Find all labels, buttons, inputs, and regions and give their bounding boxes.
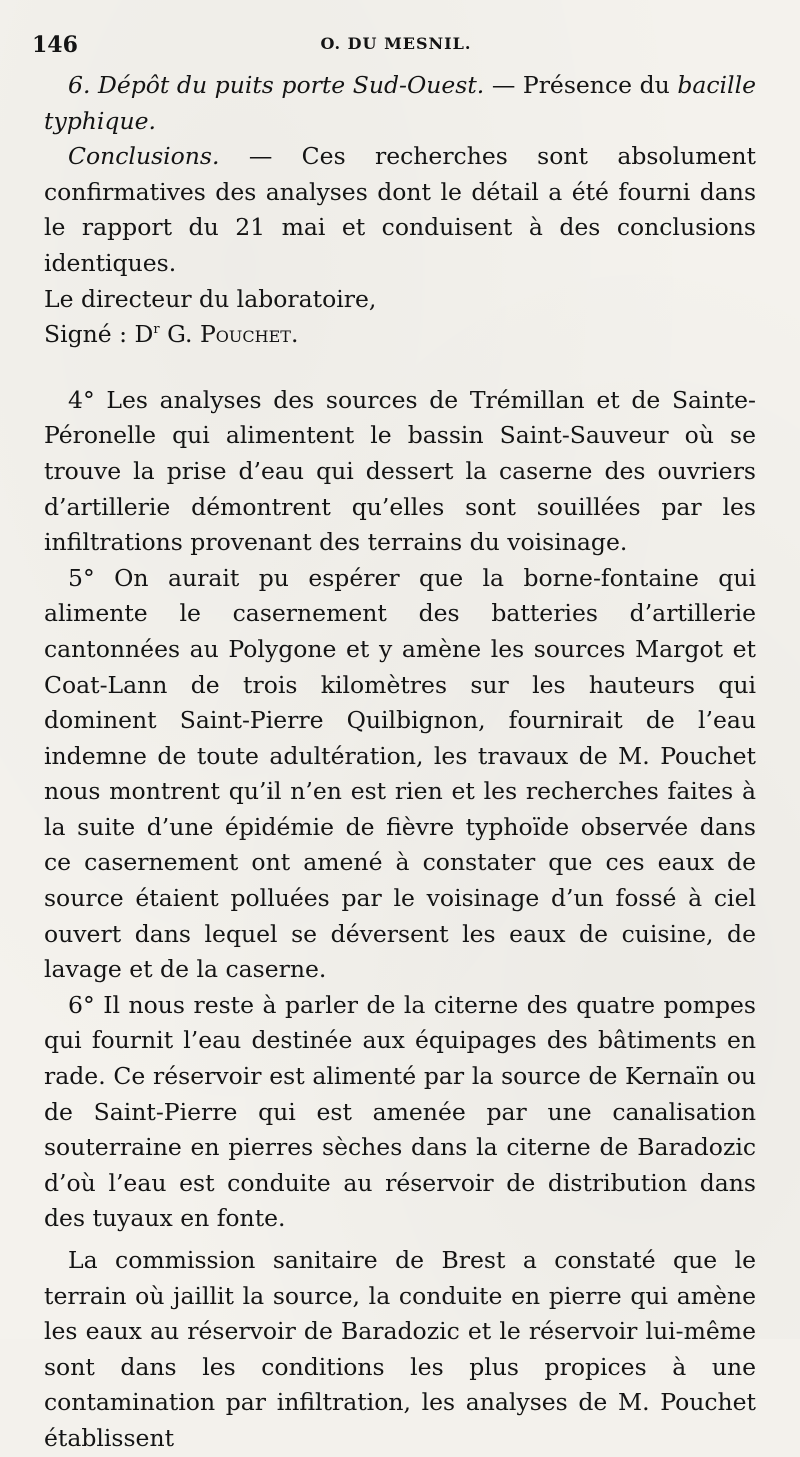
section-6-result: bacille typhique. xyxy=(44,71,756,135)
section-6-item xyxy=(44,68,756,139)
page-number: 146 xyxy=(32,32,78,58)
conclusions-label: Conclusions. xyxy=(68,142,220,171)
signature-signed: Signé : D xyxy=(44,320,154,349)
spacer xyxy=(44,353,756,383)
section-6-title: 6. Dépôt du puits porte Sud-Ouest. xyxy=(68,71,485,99)
body-text xyxy=(44,68,756,1457)
signature-name: Pouchet. xyxy=(199,320,299,349)
signature-initial: G. xyxy=(159,320,200,349)
paragraph-commission: La commission sanitaire de Brest a constaté que le terrain où jaillit la source, la conduite en pierre qui amène les eaux au réservoir de Baradozic et le réservoir lui-même sont dans les conditions les plus propices à une contamination par infiltration, les analyses de M. Pouchet établissent xyxy=(44,1246,756,1452)
running-head: O. DU MESNIL. xyxy=(320,34,472,53)
paragraph-4: 4° Les analyses des sources de Trémillan et de Sainte-Péronelle qui alimentent le bassin Saint-Sauveur où se trouve la prise d’eau qui dessert la caserne des ouvriers d’artillerie démontrent qu’elles sont souillées par les infiltrations provenant des terrains du voisinage. xyxy=(44,385,756,557)
section-6-dash: — Présence du xyxy=(484,71,678,99)
conclusions-paragraph xyxy=(44,139,756,281)
paragraph-6: 6° Il nous reste à parler de la citerne des quatre pompes qui fournit l’eau destinée aux équipages des bâtiments en rade. Ce réservoir est alimenté par la source de Kernaïn ou de Saint-Pierre qui est amenée par une canalisation souterraine en pierres sèches dans la citerne de Baradozic d’où l’eau est conduite au réservoir de distribution dans des tuyaux en fonte. xyxy=(44,990,756,1233)
signature-sup: r xyxy=(153,322,160,338)
conclusions-text: — Ces recherches sont absolument confirmatives des analyses dont le détail a été fourni dans le rapport du 21 mai et conduisent à des conclusions identiques. xyxy=(44,142,756,277)
signature-line xyxy=(44,317,756,353)
signature-role: Le directeur du laboratoire, xyxy=(44,284,377,313)
page-header xyxy=(32,28,760,62)
paragraph-5: 5° On aurait pu espérer que la borne-fontaine qui alimente le casernement des batteries d’artillerie cantonnées au Polygone et y amène les sources Margot et Coat-Lann de trois kilomètres sur les hauteurs qui dominent Saint-Pierre Quilbignon, fournirait de l’eau indemne de toute adultération, les travaux de M. Pouchet nous montrent qu’il n’en est rien et les recherches faites à la suite d’une épidémie de fièvre typhoïde observée dans ce casernement ont amené à constater que ces eaux de source étaient polluées par le voisinage d’un fossé à ciel ouvert dans lequel se déversent les eaux de cuisine, de lavage et de la caserne. xyxy=(44,563,756,984)
